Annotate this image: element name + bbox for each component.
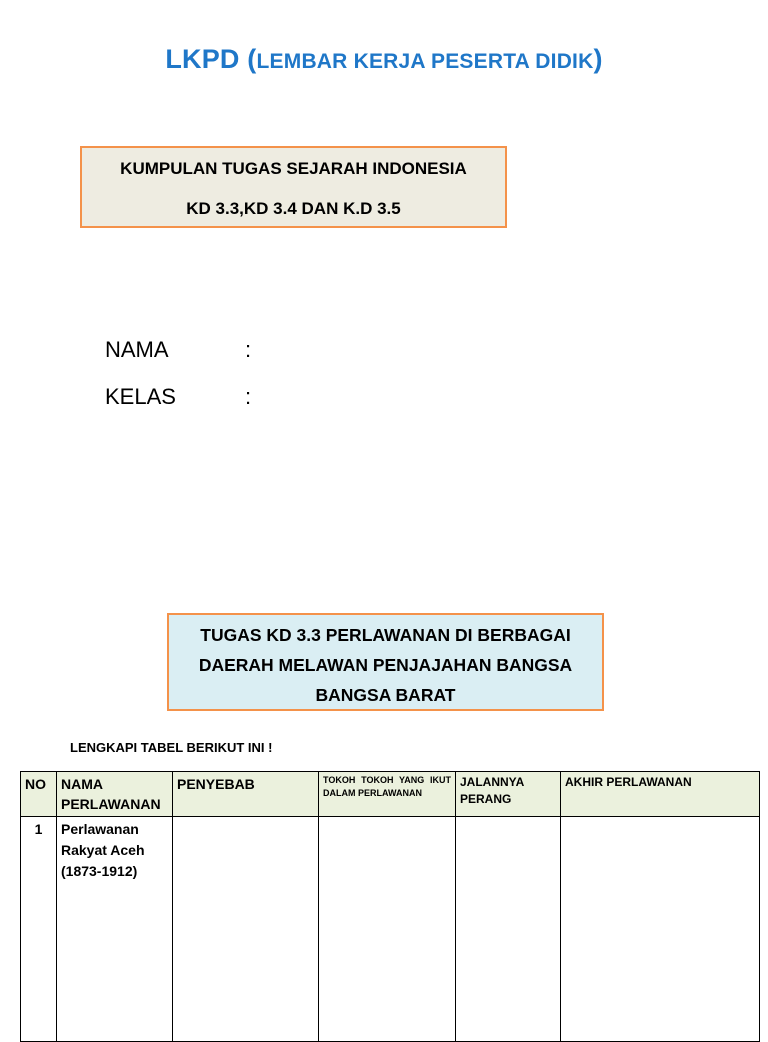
cell-jalannya[interactable] <box>456 817 561 1042</box>
class-label: KELAS <box>105 384 176 409</box>
page-subtitle: LEMBAR KERJA PESERTA DIDIK <box>256 50 594 73</box>
cell-tokoh[interactable] <box>319 817 456 1042</box>
header-nama-perlawanan: NAMA PERLAWANAN <box>57 772 173 817</box>
name-field[interactable] <box>105 337 252 363</box>
header-tokoh: TOKOH TOKOH YANG IKUT DALAM PERLAWANAN <box>319 772 456 817</box>
header-jalannya-perang: JALANNYA PERANG <box>456 772 561 817</box>
class-field[interactable] <box>105 384 252 410</box>
intro-line-2: KD 3.3,KD 3.4 DAN K.D 3.5 <box>186 199 401 218</box>
header-penyebab: PENYEBAB <box>173 772 319 817</box>
table-row <box>21 817 760 1042</box>
cell-nama: Perlawanan Rakyat Aceh (1873-1912) <box>57 817 173 1042</box>
page-title: LKPD (LEMBAR KERJA PESERTA DIDIK) <box>165 44 603 74</box>
name-colon: : <box>245 337 252 362</box>
task-box <box>167 613 604 711</box>
table-header-row <box>21 772 760 817</box>
task-line-3: BANGSA BARAT <box>315 685 456 705</box>
name-label: NAMA <box>105 337 169 362</box>
cell-akhir[interactable] <box>561 817 760 1042</box>
intro-line-1: KUMPULAN TUGAS SEJARAH INDONESIA <box>120 159 467 178</box>
intro-box <box>80 146 507 228</box>
task-line-2: DAERAH MELAWAN PENJAJAHAN BANGSA <box>198 655 573 675</box>
resistance-table <box>20 771 760 1042</box>
task-line-1: TUGAS KD 3.3 PERLAWANAN DI BERBAGAI <box>200 625 571 645</box>
instruction-text: LENGKAPI TABEL BERIKUT INI ! <box>70 740 273 755</box>
class-colon: : <box>245 384 252 409</box>
cell-penyebab[interactable] <box>173 817 319 1042</box>
cell-no: 1 <box>21 817 57 1042</box>
header-no: NO <box>21 772 57 817</box>
header-akhir-perlawanan: AKHIR PERLAWANAN <box>561 772 760 817</box>
